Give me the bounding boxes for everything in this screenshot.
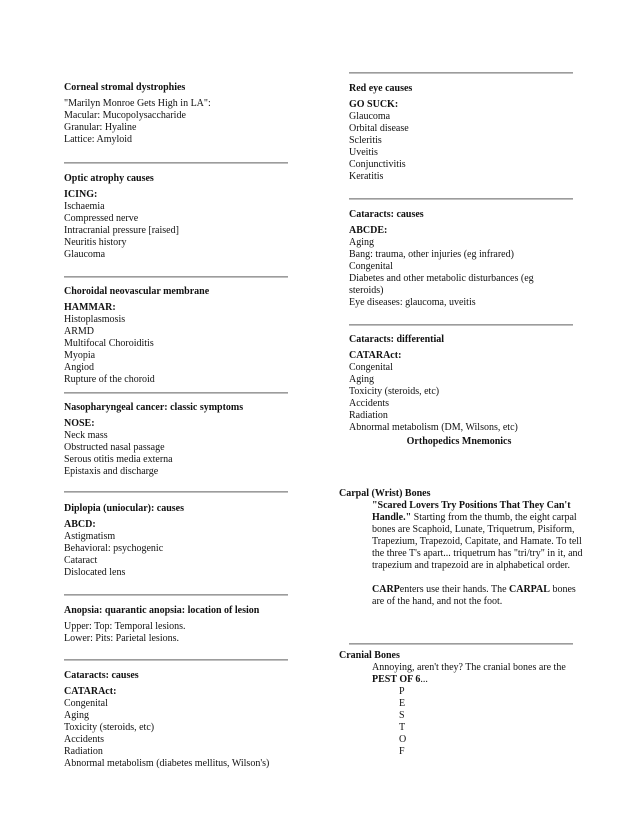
text-line: Lattice: Amyloid (64, 134, 133, 145)
text-line: Radiation (64, 746, 103, 757)
text-line: Congenital (349, 261, 393, 272)
text-line: Behavioral: psychogenic (64, 543, 164, 554)
text-line: Macular: Mucopolysaccharide (64, 110, 186, 121)
section-nasopharyngeal-cancer (64, 402, 243, 478)
section-cataract-causes-left (64, 670, 269, 770)
text-line: Aging (64, 710, 89, 721)
text-line: Radiation (349, 410, 388, 421)
section-optic-atrophy (64, 173, 179, 261)
section-red-eye (349, 83, 412, 183)
text-line: ABCD: (64, 519, 96, 530)
text-line: Multifocal Choroiditis (64, 338, 154, 349)
section-cranial-bones (339, 650, 589, 758)
carpal-explanation: Starting from the thumb, the eight carpal bones are Scaphoid, Lunate, Triquetrum, Pisiform, Trapezium, Trapezoid, Capitate, and Hamate. To tell the three T's apart... triquetrum has "tri/try" in it, and trapezium and trapezoid are in alphabetical order. (372, 512, 583, 571)
text-line: Dislocated lens (64, 567, 126, 578)
text-line: HAMMAR: (64, 302, 116, 313)
text-line: Diabetes and other metabolic disturbances (eg steroids) (349, 273, 534, 296)
section-cataract-causes-right (349, 209, 564, 309)
carpal-tip (339, 584, 589, 608)
text-line: Glaucoma (64, 249, 106, 260)
section-title: Diplopia (uniocular): causes (64, 503, 185, 514)
pest-letter: O (399, 734, 407, 745)
pest-letter: E (399, 698, 406, 709)
section-title: Choroidal neovascular membrane (64, 286, 210, 297)
text-line: Ischaemia (64, 201, 105, 212)
text-line: ARMD (64, 326, 95, 337)
text-line: Accidents (349, 398, 389, 409)
text-line: Scleritis (349, 135, 382, 146)
text-line: Upper: Top: Temporal lesions. (64, 621, 186, 632)
divider (349, 198, 573, 200)
carp-text: enters use their hands. The (399, 584, 510, 595)
pest-letter: S (399, 710, 405, 721)
divider (349, 643, 573, 645)
cranial-text (339, 662, 589, 686)
text-line: GO SUCK: (349, 99, 399, 110)
text-line: Abnormal metabolism (diabetes mellitus, Wilson's) (64, 758, 270, 769)
text-line: Orbital disease (349, 123, 409, 134)
text-line: Neuritis history (64, 237, 127, 248)
cranial-intro: Annoying, aren't they? The cranial bones are the (372, 662, 566, 673)
divider (64, 594, 288, 596)
carpal-text-end: bones are of the hand, and not the foot. (372, 584, 576, 607)
text-line: Aging (349, 374, 374, 385)
text-line: Compressed nerve (64, 213, 139, 224)
divider (64, 491, 288, 493)
divider (349, 324, 573, 326)
text-line: Toxicity (steroids, etc) (349, 386, 440, 397)
pest-ellipsis: ... (420, 674, 428, 685)
text-line: "Marilyn Monroe Gets High in LA": (64, 98, 211, 109)
section-title: Nasopharyngeal cancer: classic symptoms (64, 402, 244, 413)
text-line: Granular: Hyaline (64, 122, 137, 133)
text-line: Neck mass (64, 430, 108, 441)
text-line: Conjunctivitis (349, 159, 406, 170)
text-line: Obstructed nasal passage (64, 442, 165, 453)
divider (64, 392, 288, 394)
text-line: Intracranial pressure [raised] (64, 225, 179, 236)
divider (64, 276, 288, 278)
text-line: Serous otitis media externa (64, 454, 173, 465)
divider (64, 162, 288, 164)
section-title: Cataracts: differential (349, 334, 445, 345)
cranial-heading: Cranial Bones (339, 650, 400, 661)
section-anopsia (64, 605, 259, 645)
text-line: CATARAct: (64, 686, 117, 697)
pest-letter: P (399, 686, 405, 697)
section-carpal-bones (339, 488, 589, 608)
section-title: Optic atrophy causes (64, 173, 154, 184)
section-title: Red eye causes (349, 83, 413, 94)
pest-of-6: PEST OF 6 (372, 674, 421, 685)
text-line: ABCDE: (349, 225, 388, 236)
pest-letter: F (399, 746, 405, 757)
text-line: Abnormal metabolism (DM, Wilsons, etc) (349, 422, 518, 433)
carpal-quote: "Scared Lovers Try Positions That They Can't Handle." (372, 500, 571, 523)
section-title: Cataracts: causes (64, 670, 139, 681)
text-line: Eye diseases: glaucoma, uveitis (349, 297, 476, 308)
carp-bold: CARP (372, 584, 400, 595)
text-line: Glaucoma (349, 111, 391, 122)
text-line: Toxicity (steroids, etc) (64, 722, 155, 733)
text-line: Aging (349, 237, 374, 248)
text-line: Histoplasmosis (64, 314, 126, 325)
text-line: ICING: (64, 189, 98, 200)
text-line: Myopia (64, 350, 96, 361)
section-corneal-dystrophies (64, 82, 211, 146)
carpal-heading: Carpal (Wrist) Bones (339, 488, 431, 499)
divider (64, 659, 288, 661)
section-cataract-differential (349, 334, 518, 434)
divider (349, 72, 573, 74)
text-line: Bang: trauma, other injuries (eg infrared) (349, 249, 514, 260)
text-line: NOSE: (64, 418, 95, 429)
text-line: Uveitis (349, 147, 378, 158)
orthopedics-heading: Orthopedics Mnemonics (406, 436, 512, 447)
carpal-bold: CARPAL (509, 584, 550, 595)
text-line: CATARAct: (349, 350, 402, 361)
carpal-text (339, 500, 589, 572)
section-title: Anopsia: quarantic anopsia: location of lesion (64, 605, 260, 616)
section-diplopia (64, 503, 184, 579)
text-line: Congenital (349, 362, 393, 373)
text-line: Rupture of the choroid (64, 374, 155, 385)
text-line: Accidents (64, 734, 104, 745)
text-line: Angiod (64, 362, 94, 373)
section-title: Cataracts: causes (349, 209, 424, 220)
pest-letter: T (399, 722, 406, 733)
text-line: Congenital (64, 698, 108, 709)
text-line: Keratitis (349, 171, 384, 182)
section-choroidal-membrane (64, 286, 209, 386)
section-title: Corneal stromal dystrophies (64, 82, 186, 93)
text-line: Epistaxis and discharge (64, 466, 159, 477)
text-line: Cataract (64, 555, 98, 566)
text-line: Lower: Pits: Parietal lesions. (64, 633, 179, 644)
pest-letters (339, 686, 589, 758)
text-line: Astigmatism (64, 531, 116, 542)
